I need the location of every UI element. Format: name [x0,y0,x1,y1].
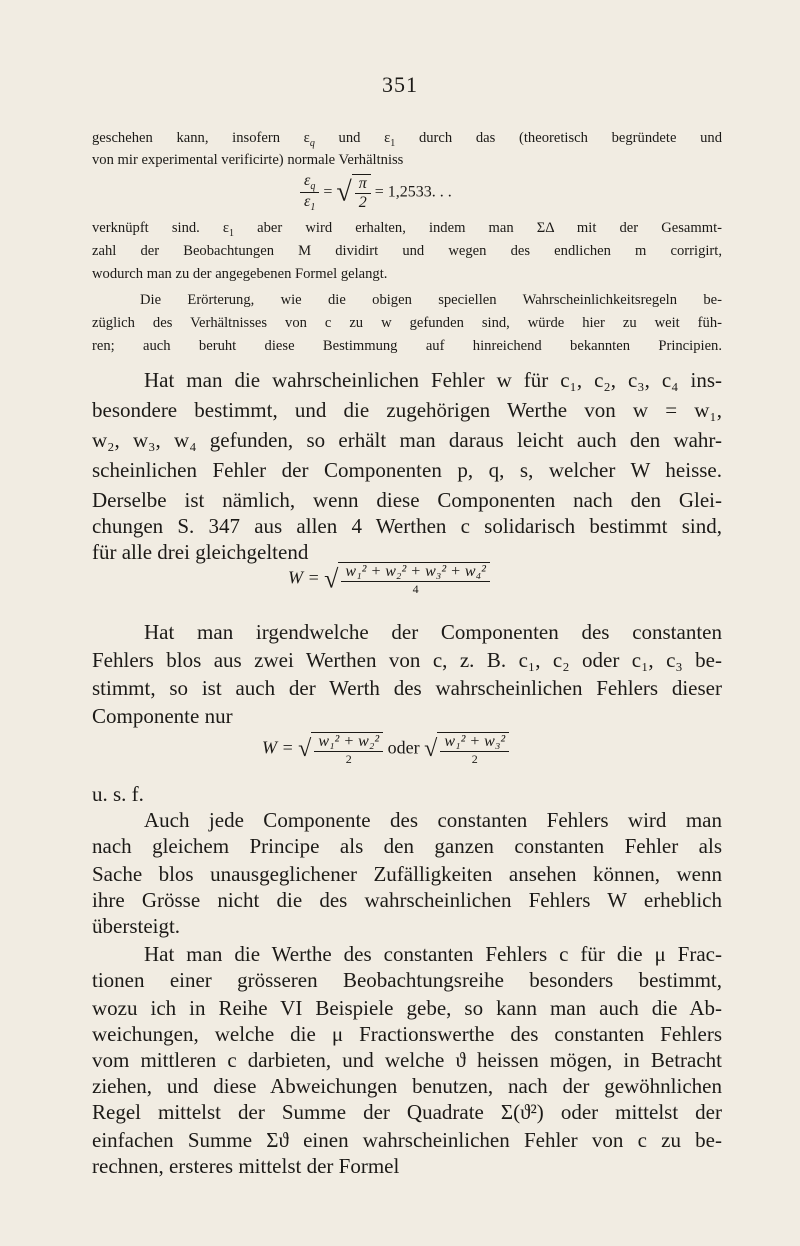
formula-epsilon-ratio: $\frac{\varepsilon_q}{\varepsilon_1}$ = √ $\frac{\pi}{2}$ = 1,2533. . . [300,172,452,213]
body-line-21: vom mittleren c darbieten, und welche ϑ heissen mögen, in Betracht [92,1048,722,1072]
formula-W-two: W = √ $\frac{\text{w₁² + w₂²}}{2}$ oder √ $\frac{\text{w₁² + w₃²}}{2}$ [262,732,509,767]
body-line-16: übersteigt. [92,914,181,938]
body-line-13: nach gleichem Principe als den ganzen constanten Fehler als [92,834,722,858]
body-line-1: Hat man die wahrscheinlichen Fehler w für c₁, c₂, c₃, c₄ ins- [144,368,722,392]
body-line-3: w₂, w₃, w₄ gefunden, so erhält man daraus leicht auch den wahr- [92,428,722,452]
body-line-2: besondere bestimmt, und die zugehörigen Werthe von w = w₁, [92,398,722,422]
body-line-6: chungen S. 347 aus allen 4 Werthen c solidarisch bestimmt sind, [92,514,722,538]
body-line-12: Auch jede Componente des constanten Fehlers wird man [144,808,722,832]
body-line-8: Hat man irgendwelche der Componenten des constanten [144,620,722,644]
body-line-11: Componente nur [92,704,233,728]
small-text-line-6: Die Erörterung, wie die obigen speciellen Wahrscheinlichkeitsregeln be- [140,292,722,308]
small-text-line-4: zahl der Beobachtungen M dividirt und wegen des endlichen m corrigirt, [92,243,722,259]
body-line-19: wozu ich in Reihe VI Beispiele gebe, so kann man auch die Ab- [92,996,722,1020]
formula-W-four: W = √ $\frac{\text{w₁² + w₂² + w₃² + w₄²}}{4}$ [288,562,490,597]
body-line-18: tionen einer grösseren Beobachtungsreihe besonders bestimmt, [92,968,722,992]
body-line-4: scheinlichen Fehler der Componenten p, q, s, welcher W heisse. [92,458,722,482]
body-line-17: Hat man die Werthe des constanten Fehlers c für die μ Frac- [144,942,722,966]
small-text-line-1: geschehen kann, insofern $\varepsilon_q$ und $\varepsilon_1$ durch das (theoretisch begründete und [92,130,722,149]
small-text-line-5: wodurch man zu der angegebenen Formel gelangt. [92,266,388,282]
body-line-7: für alle drei gleichgeltend [92,540,309,564]
page-number: 351 [382,72,418,97]
body-line-9: Fehlers blos aus zwei Werthen von c, z. B. c₁, c₂ oder c₁, c₃ be- [92,648,722,672]
body-usf: u. s. f. [92,782,144,806]
body-line-25: rechnen, ersteres mittelst der Formel [92,1154,400,1178]
body-line-23: Regel mittelst der Summe der Quadrate Σ(ϑ²) oder mittelst der [92,1100,722,1124]
body-line-22: ziehen, und diese Abweichungen benutzen, nach der gewöhnlichen [92,1074,722,1098]
small-text-line-3: verknüpft sind. $\varepsilon_1$ aber wird erhalten, indem man ΣΔ mit der Gesammt- [92,220,722,239]
body-line-5: Derselbe ist nämlich, wenn diese Componenten nach den Glei- [92,488,722,512]
small-text-line-7: züglich des Verhältnisses von c zu w gefunden sind, würde hier zu weit füh- [92,315,722,331]
small-text-line-8: ren; auch beruht diese Bestimmung auf hinreichend bekannten Principien. [92,338,722,354]
body-line-24: einfachen Summe Σϑ einen wahrscheinlichen Fehler von c zu be- [92,1128,722,1152]
body-line-10: stimmt, so ist auch der Werth des wahrscheinlichen Fehlers dieser [92,676,722,700]
body-line-14: Sache blos unausgeglichener Zufälligkeiten ansehen können, wenn [92,862,722,886]
small-text-line-2: von mir experimental verificirte) normale Verhältniss [92,152,404,168]
body-line-15: ihre Grösse nicht die des wahrscheinlichen Fehlers W erheblich [92,888,722,912]
body-line-20: weichungen, welche die μ Fractionswerthe des constanten Fehlers [92,1022,722,1046]
